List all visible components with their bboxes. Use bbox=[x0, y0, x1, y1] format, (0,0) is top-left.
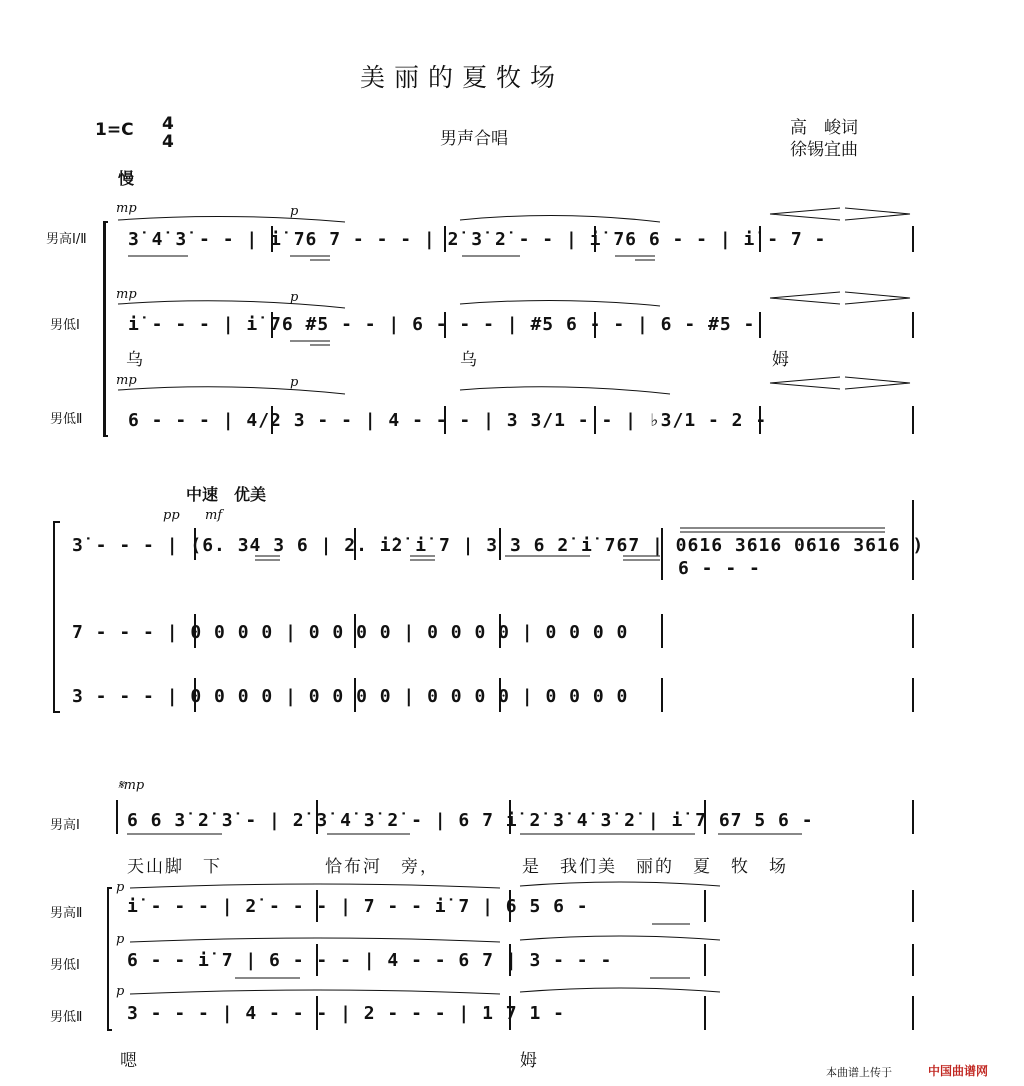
staff-notes: i̇ - - - | 2̇ - - - | 7 - - i̇ 7 | 6 5 6 - bbox=[127, 896, 589, 917]
segno-dynamic: 𝄋mp bbox=[118, 778, 145, 793]
staff-notes: 6 - - i̇ 7 | 6 - - - | 4 - - 6 7 | 3 - - - bbox=[127, 950, 613, 971]
voice-label-bass-2: 男低Ⅱ bbox=[50, 1010, 83, 1025]
voice-label-tenor-1-2: 男高Ⅰ/Ⅱ bbox=[46, 232, 87, 247]
key-signature: 1=C bbox=[95, 120, 134, 140]
staff-notes: 3 - - - | 4 - - - | 2 - - - | 1 7 1 - bbox=[127, 1003, 565, 1024]
dynamic-mp: mp bbox=[116, 373, 137, 388]
staff-notes: 7 - - - | 0 0 0 0 | 0 0 0 0 | 0 0 0 0 | 0 0 0 0 bbox=[72, 622, 629, 643]
dynamic-p: p bbox=[116, 932, 125, 947]
dynamic-p: p bbox=[116, 880, 125, 895]
dynamic-mp: mp bbox=[116, 287, 137, 302]
voice-label-tenor-1: 男高Ⅰ bbox=[50, 818, 80, 833]
dynamic-pp: pp bbox=[163, 508, 180, 523]
staff-notes: 3̇ - - - | (6. 34 3 6 | 2. i̇2̇ i̇ 7 | 3 3 6 2̇ i̇ 767 | 0616 3616 0616 3616 ) bbox=[72, 535, 925, 556]
staff-notes: 6 - - - | 4/2 3 - - | 4 - - - | 3 3/1 - - | ♭3/1 - 2 - bbox=[128, 410, 768, 431]
dynamic-p: p bbox=[116, 984, 125, 999]
tempo-marking-slow: 慢 bbox=[118, 169, 135, 188]
dynamic-mp: mp bbox=[116, 201, 137, 216]
voice-label-bass-1: 男低Ⅰ bbox=[50, 318, 80, 333]
lyric-line: 恰布河 旁， bbox=[325, 857, 439, 877]
voice-label-tenor-2: 男高Ⅱ bbox=[50, 906, 83, 921]
lyric: 嗯 bbox=[120, 1051, 139, 1071]
staff-notes: 6 6 3̇ 2̇ 3̇ - | 2̇ 3̇ 4̇ 3̇ 2̇ - | 6 7 i̇ 2̇ 3̇ 4̇ 3̇ 2̇ | i̇ 7 67 5 6 - bbox=[127, 810, 814, 831]
lyricist-credit: 高 峻词 bbox=[790, 118, 858, 138]
dynamic-p: p bbox=[290, 375, 299, 390]
site-logo: 中国曲谱网 bbox=[928, 1064, 989, 1078]
tempo-marking: 中速 优美 bbox=[186, 485, 267, 504]
time-signature-top: 4 bbox=[162, 114, 174, 134]
staff-notes: 3̇ 4̇ 3̇ - - | i̇ 76 7 - - - | 2̇ 3̇ 2̇ - - | i̇ 76 6 - - | i̇ - 7 - bbox=[128, 229, 827, 250]
lyric: 乌 bbox=[126, 350, 145, 370]
song-title: 美丽的夏牧场 bbox=[360, 63, 565, 92]
upload-note: 本曲谱上传于 bbox=[826, 1066, 892, 1079]
dynamic-mf: mf bbox=[205, 508, 223, 523]
lyric: 姆 bbox=[520, 1051, 539, 1071]
dynamic-p: p bbox=[290, 204, 299, 219]
held-note: 6 - - - bbox=[678, 558, 761, 579]
lyric-line: 天山脚 下 bbox=[127, 857, 222, 877]
voice-label-bass-2: 男低Ⅱ bbox=[50, 412, 83, 427]
lyric-line: 是 我们美 丽的 夏 牧 场 bbox=[522, 857, 788, 877]
staff-notes: 3 - - - | 0 0 0 0 | 0 0 0 0 | 0 0 0 0 | 0 0 0 0 bbox=[72, 686, 629, 707]
staff-notes: i̇ - - - | i̇ 76 #5 - - | 6 - - - | #5 6 - - | 6 - #5 - bbox=[128, 314, 756, 335]
voice-label-bass-1: 男低Ⅰ bbox=[50, 958, 80, 973]
time-signature-bottom: 4 bbox=[162, 132, 174, 152]
lyric: 姆 bbox=[772, 350, 791, 370]
lyric: 乌 bbox=[460, 350, 479, 370]
composer-credit: 徐锡宜曲 bbox=[790, 140, 858, 160]
dynamic-p: p bbox=[290, 290, 299, 305]
voicing-label: 男声合唱 bbox=[440, 129, 508, 149]
